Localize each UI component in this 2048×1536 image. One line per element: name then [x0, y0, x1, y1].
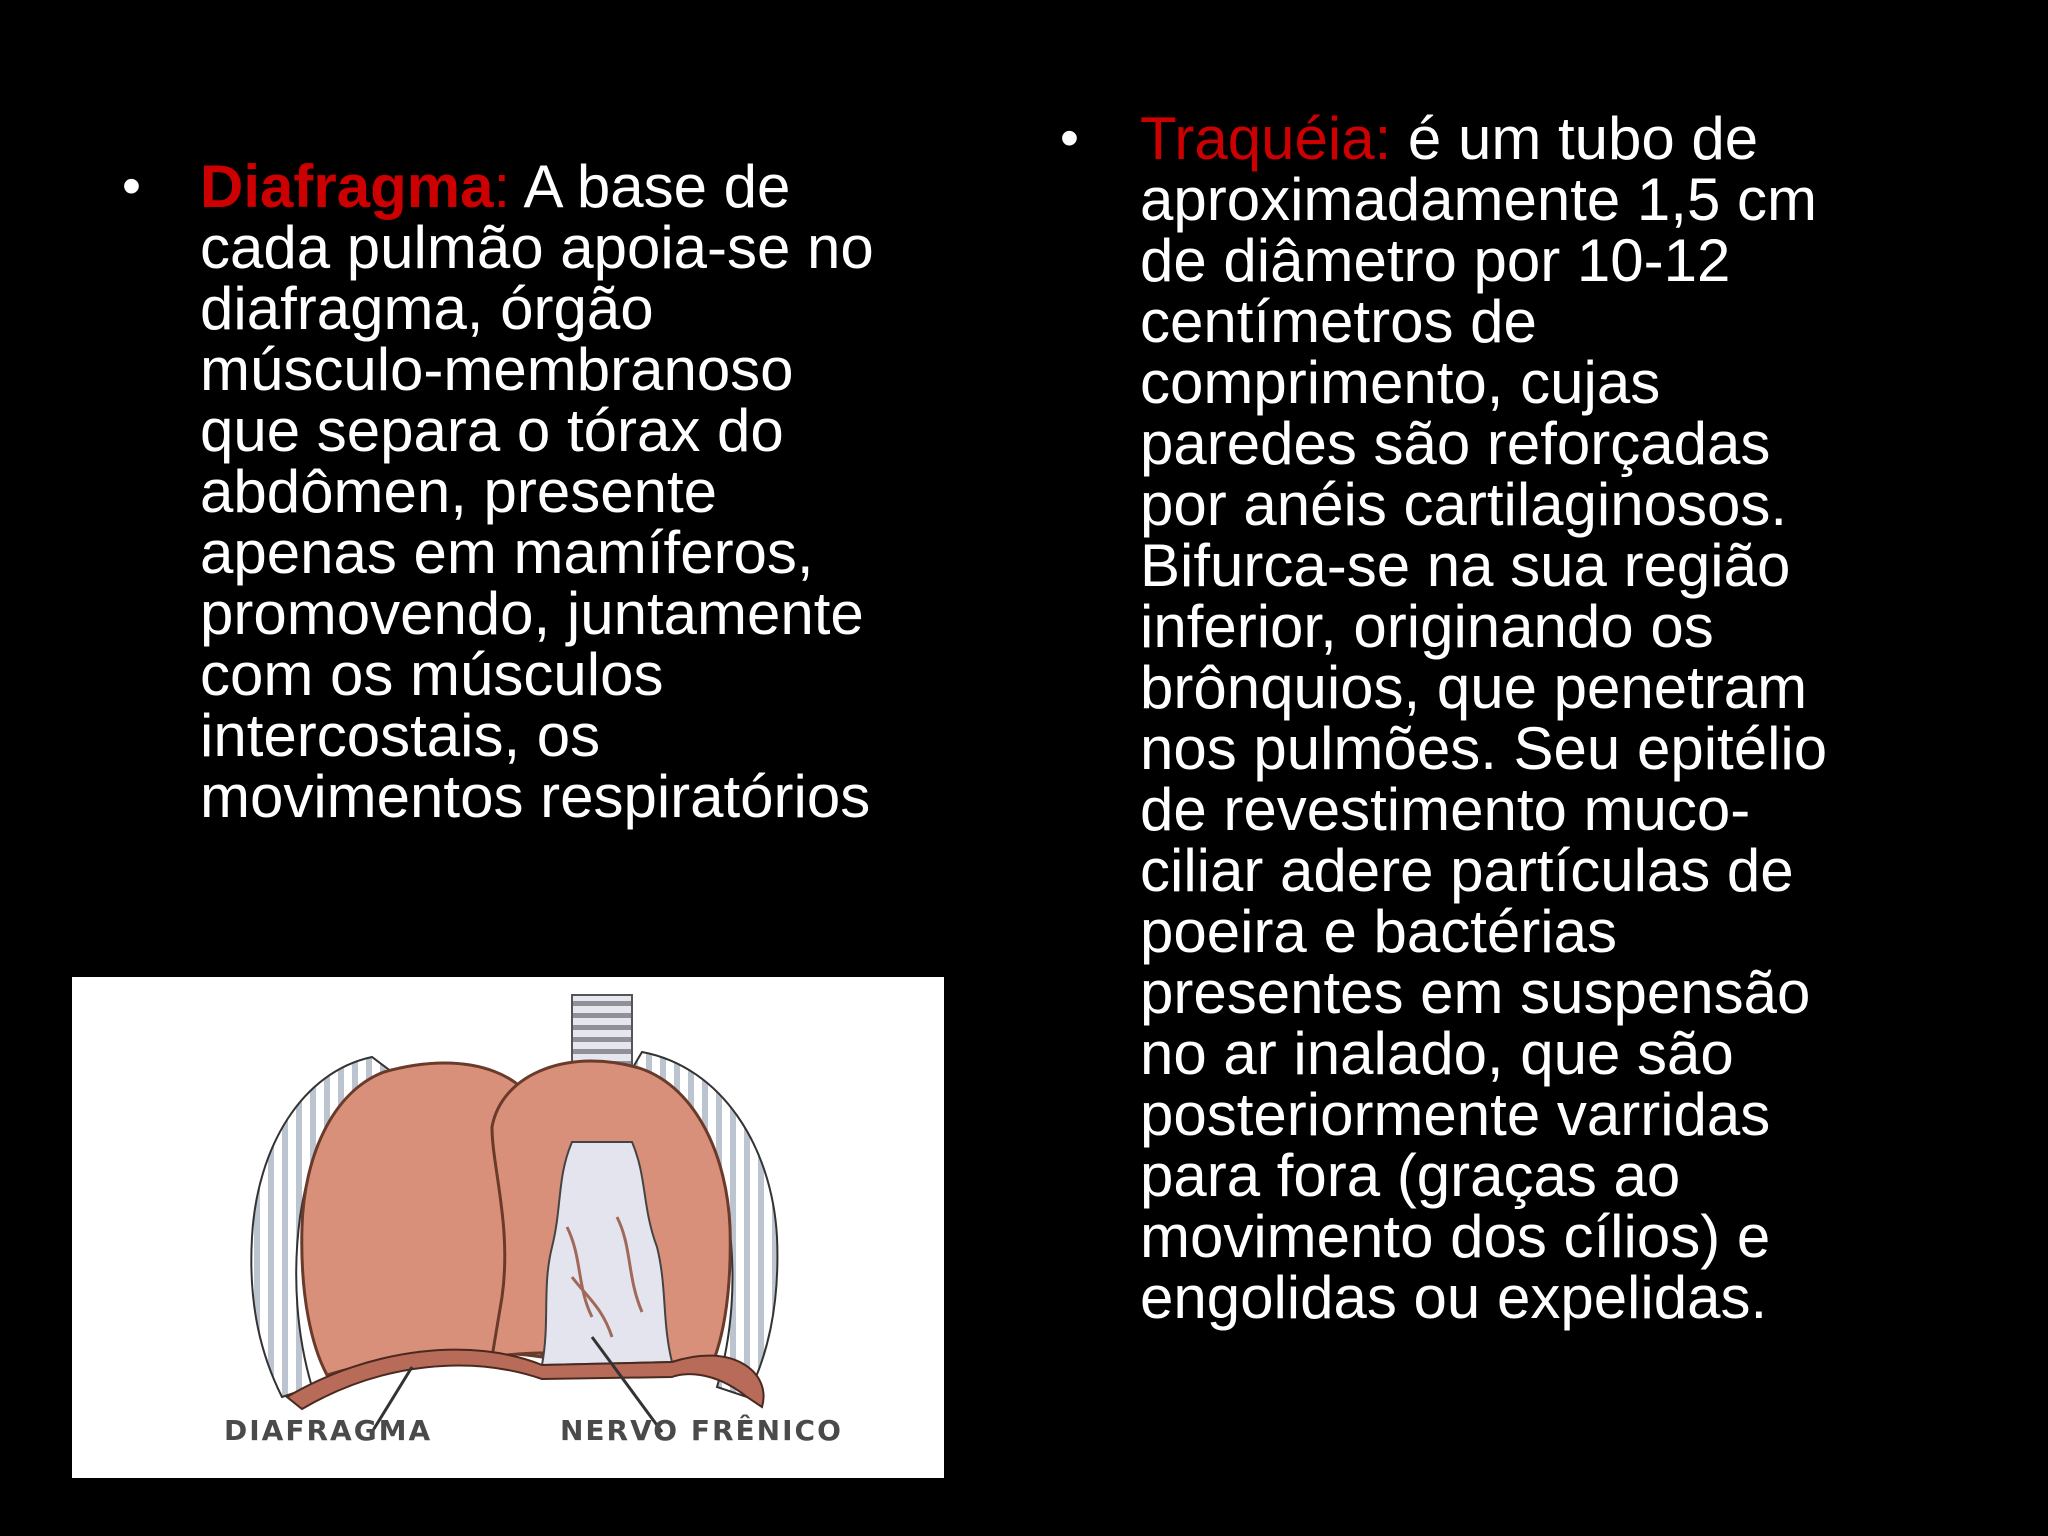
- diaphragm-line-3: músculo-membranoso: [200, 336, 794, 403]
- bullet-dot: •: [122, 156, 141, 216]
- trachea-line-1: aproximadamente 1,5 cm: [1140, 166, 1817, 233]
- phrenic-nerve-label: NERVO FRÊNICO: [560, 1414, 843, 1447]
- diaphragm-line-5: abdômen, presente: [200, 458, 718, 525]
- trachea-text-block: [1060, 105, 2020, 1331]
- trachea-line-8: inferior, originando os: [1140, 593, 1714, 660]
- trachea-line-11: de revestimento muco-: [1140, 776, 1751, 843]
- lung-diaphragm-illustration: [72, 977, 944, 1478]
- diaphragm-term: Diafragma: [200, 153, 494, 220]
- trachea-first-line: [1140, 105, 2020, 172]
- diaphragm-line-9: intercostais, os: [200, 702, 601, 769]
- trachea-line-2: de diâmetro por 10-12: [1140, 227, 1731, 294]
- diaphragm-label: DIAFRAGMA: [224, 1414, 433, 1447]
- trachea-line-17: para fora (graças ao: [1140, 1142, 1681, 1209]
- diaphragm-line-10: movimentos respiratórios: [200, 763, 871, 830]
- diaphragm-first-line: [200, 153, 1002, 220]
- trachea-line-13: poeira e bactérias: [1140, 898, 1617, 965]
- trachea-line-10: nos pulmões. Seu epitélio: [1140, 715, 1828, 782]
- diaphragm-line-1: cada pulmão apoia-se no: [200, 214, 874, 281]
- lung-diagram: [72, 977, 944, 1478]
- diaphragm-text-block: [122, 153, 1002, 830]
- diaphragm-colon: :: [493, 153, 511, 220]
- trachea-line-14: presentes em suspensão: [1140, 959, 1811, 1026]
- diaphragm-bullet: [122, 153, 1002, 830]
- trachea-line-15: no ar inalado, que são: [1140, 1020, 1734, 1087]
- trachea-bullet: [1060, 105, 2020, 1331]
- trachea-line-4: comprimento, cujas: [1140, 349, 1661, 416]
- diaphragm-line-7: promovendo, juntamente: [200, 580, 864, 647]
- diaphragm-line-2: diafragma, órgão: [200, 275, 654, 342]
- trachea-line-18: movimento dos cílios) e: [1140, 1203, 1771, 1270]
- trachea-line-19: engolidas ou expelidas.: [1140, 1264, 1768, 1331]
- trachea-line-9: brônquios, que penetram: [1140, 654, 1808, 721]
- diaphragm-line-0: A base de: [510, 153, 791, 220]
- diaphragm-line-6: apenas em mamíferos,: [200, 519, 814, 586]
- trachea-line-7: Bifurca-se na sua região: [1140, 532, 1791, 599]
- trachea-line-16: posteriormente varridas: [1140, 1081, 1771, 1148]
- trachea-line-3: centímetros de: [1140, 288, 1537, 355]
- trachea-term: Traquéia:: [1140, 105, 1392, 172]
- trachea-line-5: paredes são reforçadas: [1140, 410, 1771, 477]
- trachea-line-0: é um tubo de: [1391, 105, 1759, 172]
- trachea-line-6: por anéis cartilaginosos.: [1140, 471, 1788, 538]
- diaphragm-line-8: com os músculos: [200, 641, 664, 708]
- diaphragm-line-4: que separa o tórax do: [200, 397, 784, 464]
- trachea-line-12: ciliar adere partículas de: [1140, 837, 1794, 904]
- bullet-dot: •: [1060, 108, 1079, 168]
